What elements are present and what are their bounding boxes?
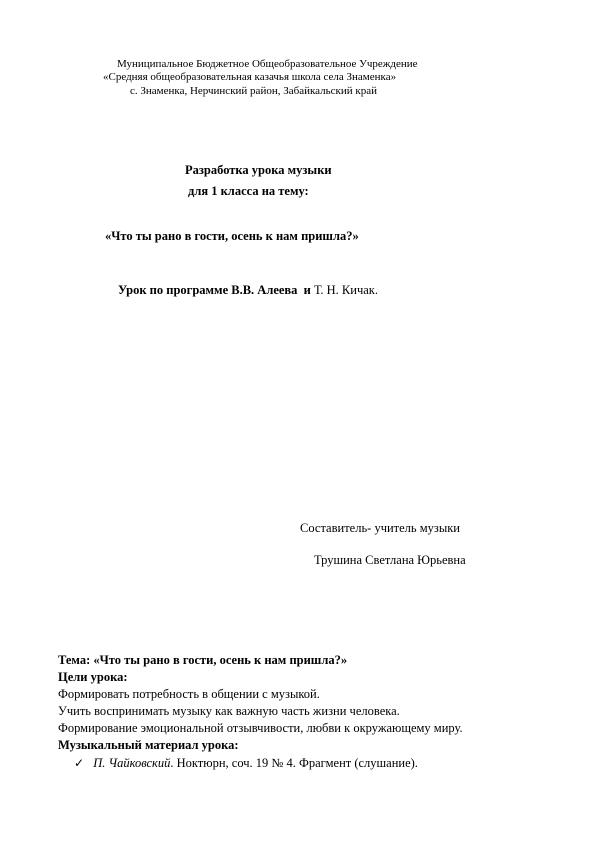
material-heading: Музыкальный материал урока: [58, 738, 239, 752]
material-item [74, 756, 418, 771]
goal-item: Учить воспринимать музыку как важную часть жизни человека. [58, 704, 400, 718]
author-role: Составитель- учитель музыки [300, 521, 460, 535]
author-name: Трушина Светлана Юрьевна [314, 553, 466, 567]
goals-heading: Цели урока: [58, 670, 128, 684]
lesson-topic-title: «Что ты рано в гости, осень к нам пришла?» [105, 229, 359, 243]
material-description: . Ноктюрн, соч. 19 № 4. Фрагмент (слушание). [170, 756, 418, 770]
school-type-line: «Средняя общеобразовательная казачья школа села Знаменка» [103, 71, 397, 83]
title-line-2: для 1 класса на тему: [188, 184, 309, 198]
lesson-theme: Тема: «Что ты рано в гости, осень к нам пришла?» [58, 653, 348, 667]
goal-item: Формировать потребность в общении с музыкой. [58, 687, 320, 701]
program-authors: Т. Н. Кичак. [314, 283, 378, 297]
program-bold: Урок по программе В.В. Алеева и [118, 283, 315, 297]
composer-name: П. Чайковский [93, 756, 171, 770]
school-name-line: Муниципальное Бюджетное Общеобразовательное Учреждение [117, 58, 418, 70]
title-line-1: Разработка урока музыки [185, 163, 332, 177]
program-line [118, 283, 378, 298]
goal-item: Формирование эмоциональной отзывчивости, любви к окружающему миру. [58, 721, 463, 735]
school-address-line: с. Знаменка, Нерчинский район, Забайкальский край [130, 85, 378, 97]
checkmark-icon: ✓ [74, 756, 85, 770]
